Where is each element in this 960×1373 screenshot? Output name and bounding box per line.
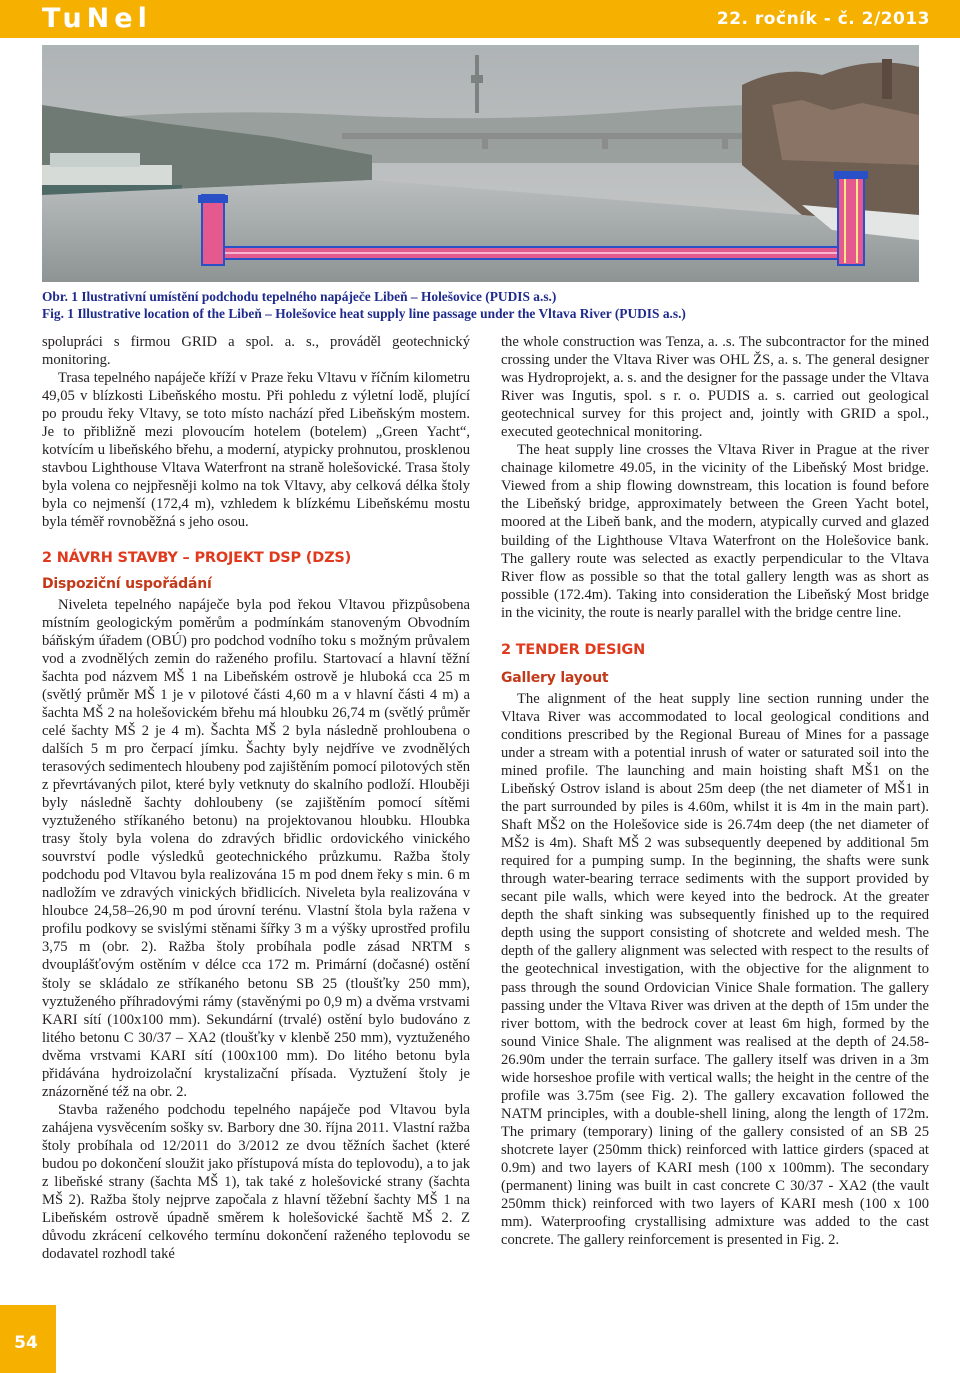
- paragraph: Trasa tepelného napáječe kříží v Praze řeku Vltavu v říčním kilometru 49,05 v blízkosti Libeňského mostu. Při pohledu z výletní lodě, plující po proudu řeky Vltavy, se toto místo nachází před Libeňským mostem. Je to přibližně mezi plovoucím hotelem (botelem) „Green Yacht“, kotvícím u libeňského břehu, a moderní, atypicky prohnutou, prosklenou stavbou Lighthouse Vltava Waterfront na straně holešovické. Trasa štoly byla volena co nejpřesněji kolmo na tok Vltavy, aby celková délka štoly byla co nejmenší (172,4 m), vzhledem k blízkému Libeňskému mostu byla téměř rovnoběžná s jeho osou.: [42, 370, 470, 531]
- journal-logo: TuNel: [42, 3, 152, 34]
- paragraph: The heat supply line crosses the Vltava River in Prague at the river chainage kilometre 49.05, in the vicinity of the Libeňský Most bridge. Viewed from a ship flowing downstream, this location is found before the Libeňský bridge, approximately between the Green Yacht botel, moored at the Libeň bank, and the modern, atypically curved and glazed building of the Lighthouse Vltava Waterfront on the Holešovice bank. The gallery route was selected as exactly perpendicular to the Vltava River flow as possible so that the total gallery length was as short as possible (172.4m). Taking into consideration the Libeňský Most bridge in the vicinity, the route is nearly parallel with the bridge centre line.: [501, 442, 929, 621]
- paragraph: spolupráci s firmou GRID a spol. a. s., prováděl geotechnický monitoring.: [42, 334, 470, 369]
- header-bar: [0, 0, 960, 38]
- caption-en: Fig. 1 Illustrative location of the Libeň – Holešovice heat supply line passage under the Vltava River (PUDIS a.s.): [42, 306, 686, 321]
- subsection-heading: Gallery layout: [501, 669, 609, 686]
- section-heading: 2 NÁVRH STAVBY – PROJEKT DSP (DZS): [42, 549, 352, 566]
- left-column: [42, 333, 470, 1263]
- page-number: 54: [14, 1333, 38, 1353]
- figure-photo: [42, 45, 919, 282]
- figure-caption: [42, 288, 922, 322]
- section-heading: 2 TENDER DESIGN: [501, 641, 646, 658]
- paragraph: the whole construction was Tenza, a. .s. The subcontractor for the mined crossing under the Vltava River was OHL ŽS, a. s. The general designer was Hydroprojekt, a. s. and the designer for the passage under the Vltava River was Ingutis, spol. s r. o. PUDIS a. s. carried out geological geotechnical survey for this project and, jointly with GRID a spol., executed geotechnical monitoring.: [501, 334, 929, 441]
- issue-label: 22. ročník - č. 2/2013: [716, 9, 930, 29]
- paragraph: Niveleta tepelného napáječe byla pod řekou Vltavou přizpůsobena místním geologickým poměrům a podmínkám stanoveným Obvodním báňským úřadem (OBÚ) pro podchod vodního toku s možným průvalem vod a zvodnělých zemin do raženého profilu. Startovací a hlavní těžní šachta pod názvem MŠ 1 na Libeňském ostrově je hluboká cca 25 m (světlý průměr MŠ 1 je v pilotové části 4,60 m a v hlavní části 4 m) a šachta MŠ 2 na holešovickém břehu má hloubku 26,74 m (světlý průměr celé šachty MŠ 2 je 4 m). Šachta MŠ 2 byla následně prohloubena o dalších 5 m pro čerpací jímku. Šachty byly nejdříve ve zvodnělých terasových sedimentech hloubeny pod zajištěním pomocí pilotových stěn z převrtávaných pilot, které byly vetknuty do skalního podloží. Hlouběji byly následně šachty dohloubeny (se zajištěním pomocí sítěmi vyztuženého stříkaného betonu) na projektovanou hloubku. Hloubka trasy štoly byla volena do zdravých břidlic ordovického vinického souvrství podle výsledků geotechnického průzkumu. Ražba štoly podchodu pod Vltavou byla realizována 15 m pod dnem řeky s min. 6 m nadložím ve zdravých vinických břidlicích. Niveleta byla realizována v hloubce 24,58–26,90 m pod úrovní terénu. Vlastní štola byla ražena v profilu podkovy se svislými stěnami šířky 3 m a výšky uprostřed profilu 3,75 m (obr. 2). Ražba štoly probíhala podle zásad NRTM s dvouplášťovým ostěním v délce cca 172 m. Primární (dočasné) ostění štoly se skládalo ze stříkaného betonu SB 25 (tloušťky 250 mm), vyztuženého příhradovými rámy (stavěnými po 0,9 m) a dvěma vrstvami KARI sítí (100x100 mm). Sekundární (trvalé) ostění bylo budováno z litého betonu C 30/37 – XA2 (tloušťky v klenbě 250 mm), vyztuženého dvěma vrstvami KARI sítí (100x100 mm). Do litého betonu byla přidávána hydroizolační krystalizační přísada. Vyztužení štoly je znázorněné též na obr. 2.: [42, 596, 470, 1100]
- paragraph: The alignment of the heat supply line section running under the Vltava River was accommodated to local geological conditions and conditions prescribed by the Regional Bureau of Mines for a passage under a stream with a potential inrush of water or saturated soil into the mined profile. The launching and main hoisting shaft MŠ1 on the Libeňský Ostrov island is about 25m deep (the net diameter of MŠ1 in the part surrounded by piles is 4.60m, whilst it is 4m in the main part). Shaft MŠ2 on the Holešovice side is 26.74m deep (the net diameter of MŠ2 is 4m). Shaft MŠ 2 was subsequently deepened by additional 5m required for a pumping sump. In the beginning, the shafts were sunk through water-bearing terrace sediments with the support provided by secant pile walls, which were keyed into the bedrock. At the greater depth the shaft sinking was subsequently finished up to the required depth using the support consisting of shotcrete and welded mesh. The depth of the gallery alignment was selected with respect to the results of the geotechnical investigation, with the objective for the alignment to pass through the sound Ordovician Vinice Shale formation. The gallery passing under the Vltava River was driven at the depth of 15m under the river bottom, with the bedrock cover at least 6m high, formed by the sound Vinice Shale. The alignment was realised at the depth of 24.58-26.90m under the terrain surface. The gallery itself was driven in a 3m wide horseshoe profile with vertical walls; the height in the centre of the profile was 3.75m (see Fig. 2). The gallery excavation followed the NATM principles, with a double-shell lining, along the length of 172m. The primary (temporary) lining of the gallery consisted of an SB 25 shotcrete layer (250mm thick) reinforced with lattice girders (spaced at 0.9m) and two layers of KARI mesh (100 x 100mm). The secondary (permanent) lining was built in cast concrete C 30/37 - XA2 (the vault 250mm thick) reinforced with two layers of KARI mesh (100 x 100 mm). Waterproofing crystallising admixture was added to the cast concrete. The gallery reinforcement is presented in Fig. 2.: [501, 690, 929, 1249]
- caption-cz: Obr. 1 Ilustrativní umístění podchodu tepelného napáječe Libeň – Holešovice (PUDIS a.s.): [42, 289, 557, 304]
- river-illustration: [42, 45, 919, 282]
- right-column: [501, 333, 929, 1249]
- paragraph: Stavba raženého podchodu tepelného napáječe pod Vltavou byla zahájena vysvěcením sošky sv. Barbory dne 30. října 2011. Vlastní ražba štoly probíhala od 12/2011 do 3/2012 ze dvou těžních šachet (které budou po dokončení sloužit jako přístupová místa do teplovodu), a to jak z libeňské strany (šachta MŠ 1), tak také z holešovické strany (šachta MŠ 2). Ražba štoly nejprve započala z hlavní těžební šachty MŠ 1 na Libeňském ostrově úpadně směrem k holešovické šachtě MŠ 2. Z důvodu zkrácení celkového termínu dokončení raženého teplovodu se dodavatel rozhodl také: [42, 1101, 470, 1263]
- subsection-heading: Dispoziční uspořádání: [42, 575, 212, 592]
